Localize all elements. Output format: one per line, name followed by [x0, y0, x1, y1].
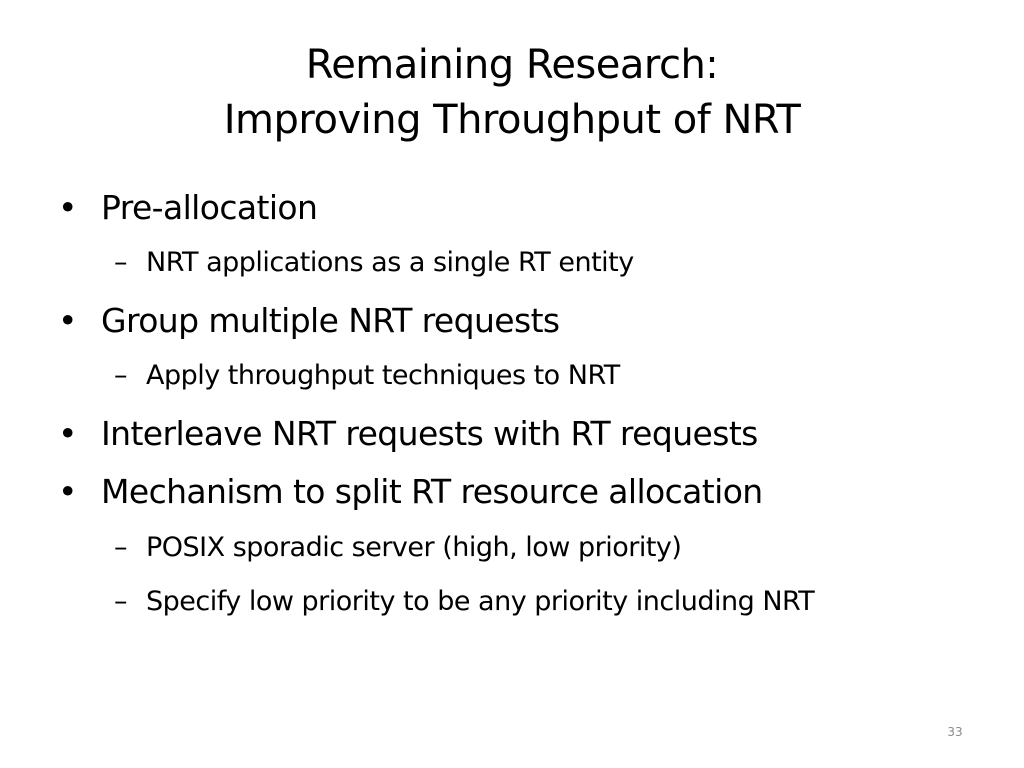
- bullet-dot-icon: •: [58, 472, 77, 511]
- bullet-dot-icon: •: [58, 188, 77, 227]
- title-line-1: Remaining Research:: [305, 42, 719, 88]
- sub-bullet-text: Apply throughput techniques to NRT: [146, 360, 620, 391]
- bullet-text: Pre-allocation: [101, 188, 318, 227]
- bullet-dot-icon: •: [58, 414, 77, 453]
- slide-title: [0, 38, 1024, 148]
- bullet-text: Mechanism to split RT resource allocation: [101, 472, 763, 511]
- bullet-text: Group multiple NRT requests: [101, 301, 560, 340]
- sub-bullet-text: NRT applications as a single RT entity: [146, 247, 634, 278]
- sub-bullet-text: Specify low priority to be any priority including NRT: [146, 586, 815, 617]
- dash-icon: –: [114, 247, 127, 278]
- page-number: 33: [947, 725, 963, 739]
- sub-bullet-text: POSIX sporadic server (high, low priority): [146, 532, 682, 563]
- title-line-2: Improving Throughput of NRT: [223, 97, 801, 143]
- bullet-text: Interleave NRT requests with RT requests: [101, 414, 758, 453]
- bullet-dot-icon: •: [58, 301, 77, 340]
- dash-icon: –: [114, 360, 127, 391]
- dash-icon: –: [114, 586, 127, 617]
- dash-icon: –: [114, 532, 127, 563]
